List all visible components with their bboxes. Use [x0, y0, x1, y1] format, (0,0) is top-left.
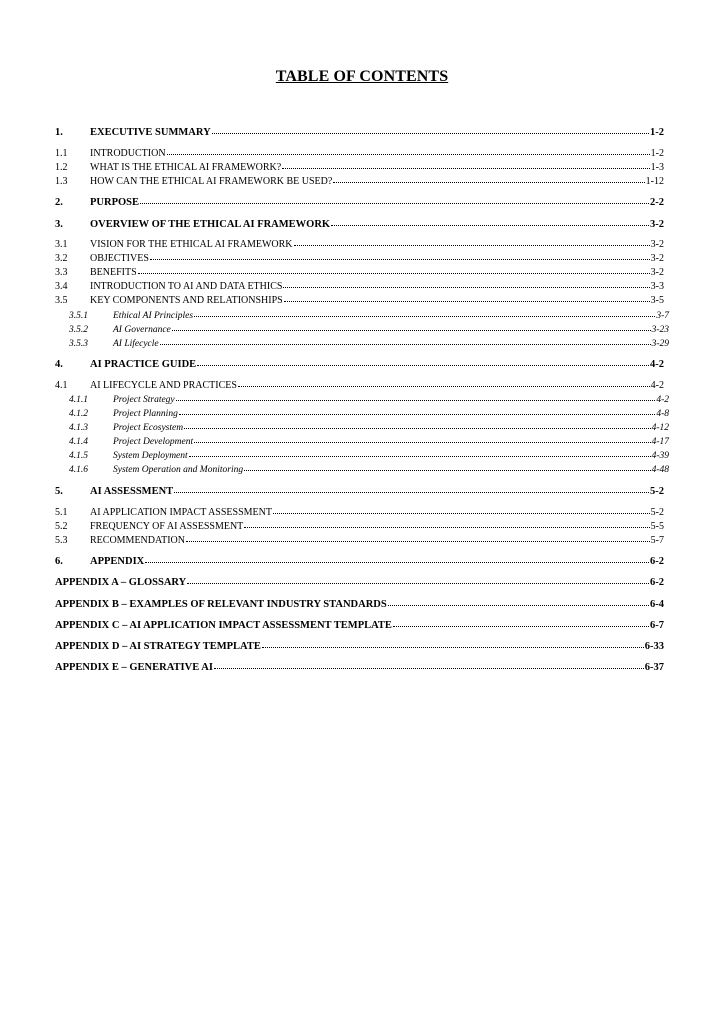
toc-entry[interactable] — [55, 618, 664, 633]
toc-entry[interactable] — [55, 217, 664, 232]
toc-entry[interactable] — [55, 533, 664, 548]
toc-entry-number: 3.1 — [55, 239, 68, 250]
toc-entry-label: OVERVIEW OF THE ETHICAL AI FRAMEWORK — [90, 219, 331, 230]
toc-entry-page: 5-5 — [650, 521, 664, 532]
toc-entry-number: 3.3 — [55, 267, 68, 278]
toc-entry-label: KEY COMPONENTS AND RELATIONSHIPS — [90, 295, 283, 306]
dot-leader — [189, 447, 651, 457]
toc-entry-label: EXECUTIVE SUMMARY — [90, 127, 211, 138]
dot-leader — [214, 659, 644, 669]
toc-entry-page: 3-23 — [651, 325, 669, 335]
toc-entry-page: 4-2 — [650, 380, 664, 391]
toc-entry-label: INTRODUCTION — [90, 148, 166, 159]
toc-entry-page: 4-12 — [651, 423, 669, 433]
dot-leader — [187, 574, 649, 584]
toc-entry-page: 1-12 — [645, 176, 664, 187]
toc-entry-label: FREQUENCY OF AI ASSESSMENT — [90, 521, 244, 532]
toc-entry-page: 1-3 — [650, 162, 664, 173]
toc-entry-label: OBJECTIVES — [90, 253, 149, 264]
dot-leader — [140, 194, 649, 204]
toc-entry-page: 6-2 — [650, 577, 664, 588]
dot-leader — [283, 278, 649, 288]
toc-entry-number: 3.4 — [55, 281, 68, 292]
toc-entry[interactable] — [55, 484, 664, 499]
toc-entry-number: 3. — [55, 219, 63, 230]
toc-entry-label: AI ASSESSMENT — [90, 486, 174, 497]
toc-entry-number: 5.1 — [55, 507, 68, 518]
toc-entry-label: PURPOSE — [90, 197, 140, 208]
toc-entry[interactable] — [55, 575, 664, 590]
toc-entry-page: 4-39 — [651, 451, 669, 461]
toc-entry-number: 4.1.2 — [69, 409, 88, 419]
dot-leader — [138, 264, 650, 274]
dot-leader — [393, 617, 649, 627]
toc-entry-label: AI PRACTICE GUIDE — [90, 359, 197, 370]
toc-entry-page: 5-7 — [650, 535, 664, 546]
toc-entry[interactable] — [55, 554, 664, 569]
toc-entry[interactable] — [69, 336, 669, 351]
toc-entry-page: 3-29 — [651, 339, 669, 349]
dot-leader — [284, 292, 650, 302]
toc-entry-page: 5-2 — [650, 486, 664, 497]
toc-entry[interactable] — [55, 639, 664, 654]
toc-entry-number: 3.5.1 — [69, 311, 88, 321]
toc-entry-label: APPENDIX A – GLOSSARY — [55, 577, 187, 588]
toc-entry-page: 6-4 — [650, 599, 664, 610]
toc-entry-number: 3.5.3 — [69, 339, 88, 349]
toc-entry-page: 4-8 — [656, 409, 669, 419]
dot-leader — [160, 335, 651, 345]
toc-entry[interactable] — [55, 174, 664, 189]
dot-leader — [194, 433, 650, 443]
dot-leader — [212, 124, 649, 134]
dot-leader — [273, 504, 650, 514]
toc-entry[interactable] — [69, 462, 669, 477]
toc-entry-page: 4-2 — [650, 359, 664, 370]
toc-entry-page: 4-17 — [651, 437, 669, 447]
toc-entry-label: Project Strategy — [113, 395, 175, 405]
dot-leader — [331, 216, 649, 226]
toc-entry-label: INTRODUCTION TO AI AND DATA ETHICS — [90, 281, 283, 292]
toc-entry-number: 5.2 — [55, 521, 68, 532]
toc-entry-label: WHAT IS THE ETHICAL AI FRAMEWORK? — [90, 162, 282, 173]
toc-entry-page: 4-2 — [656, 395, 669, 405]
toc-entry-number: 4.1 — [55, 380, 68, 391]
toc-entry-label: Project Development — [113, 437, 194, 447]
toc-entry-label: AI Governance — [113, 325, 171, 335]
toc-entry-number: 5.3 — [55, 535, 68, 546]
toc-entry-page: 3-2 — [650, 253, 664, 264]
dot-leader — [333, 173, 644, 183]
toc-entry[interactable] — [55, 660, 664, 675]
dot-leader — [294, 236, 650, 246]
toc-entry-label: Project Planning — [113, 409, 178, 419]
toc-entry-label: AI APPLICATION IMPACT ASSESSMENT — [90, 507, 272, 518]
dot-leader — [194, 307, 655, 317]
toc-entry-page: 6-2 — [650, 556, 664, 567]
toc-entry-label: APPENDIX B – EXAMPLES OF RELEVANT INDUSTRY STANDARDS — [55, 599, 387, 610]
toc-entry-number: 3.2 — [55, 253, 68, 264]
toc-entry-label: RECOMMENDATION — [90, 535, 185, 546]
toc-entry-page: 6-7 — [650, 620, 664, 631]
toc-entry-number: 4.1.6 — [69, 465, 88, 475]
toc-entry-page: 3-7 — [656, 311, 669, 321]
toc-entry-number: 3.5.2 — [69, 325, 88, 335]
toc-entry-label: AI LIFECYCLE AND PRACTICES — [90, 380, 237, 391]
toc-entry-label: APPENDIX D – AI STRATEGY TEMPLATE — [55, 641, 261, 652]
toc-entry-page: 3-2 — [650, 239, 664, 250]
dot-leader — [184, 419, 650, 429]
dot-leader — [167, 145, 650, 155]
toc-entry[interactable] — [55, 293, 664, 308]
dot-leader — [179, 405, 656, 415]
toc-entry-number: 4.1.1 — [69, 395, 88, 405]
dot-leader — [186, 532, 650, 542]
toc-entry-label: AI Lifecycle — [113, 339, 159, 349]
toc-entry-label: System Operation and Monitoring — [113, 465, 244, 475]
dot-leader — [197, 356, 649, 366]
dot-leader — [150, 250, 650, 260]
toc-entry-label: APPENDIX C – AI APPLICATION IMPACT ASSESSMENT TEMPLATE — [55, 620, 392, 631]
toc-entry[interactable] — [55, 597, 664, 612]
toc-entry-number: 3.5 — [55, 295, 68, 306]
toc-entry-page: 6-37 — [644, 662, 664, 673]
toc-entry[interactable] — [55, 357, 664, 372]
toc-entry-number: 6. — [55, 556, 63, 567]
dot-leader — [172, 321, 651, 331]
toc-entry-label: Project Ecosystem — [113, 423, 184, 433]
page-title: TABLE OF CONTENTS — [275, 68, 449, 85]
toc-entry-number: 4. — [55, 359, 63, 370]
toc-entry-number: 1. — [55, 127, 63, 138]
toc-entry-page: 1-2 — [650, 127, 664, 138]
toc-entry-number: 4.1.3 — [69, 423, 88, 433]
dot-leader — [282, 159, 649, 169]
toc-entry-number: 4.1.5 — [69, 451, 88, 461]
toc-entry-page: 5-2 — [650, 507, 664, 518]
dot-leader — [174, 483, 649, 493]
toc-entry-label: System Deployment — [113, 451, 188, 461]
toc-entry-page: 3-2 — [650, 219, 664, 230]
dot-leader — [388, 596, 649, 606]
dot-leader — [244, 461, 650, 471]
toc-entry-label: VISION FOR THE ETHICAL AI FRAMEWORK — [90, 239, 293, 250]
toc-entry[interactable] — [55, 195, 664, 210]
toc-entry-page: 2-2 — [650, 197, 664, 208]
toc-entry-page: 1-2 — [650, 148, 664, 159]
toc-entry-label: APPENDIX E – GENERATIVE AI — [55, 662, 213, 673]
toc-entry-page: 3-3 — [650, 281, 664, 292]
toc-entry-number: 2. — [55, 197, 63, 208]
toc-entry-number: 1.3 — [55, 176, 68, 187]
dot-leader — [244, 518, 649, 528]
toc-entry-label: HOW CAN THE ETHICAL AI FRAMEWORK BE USED? — [90, 176, 333, 187]
toc-entry-number: 1.1 — [55, 148, 68, 159]
toc-entry-label: BENEFITS — [90, 267, 137, 278]
dot-leader — [262, 638, 644, 648]
toc-entry-number: 5. — [55, 486, 63, 497]
dot-leader — [176, 391, 656, 401]
toc-entry-page: 6-33 — [644, 641, 664, 652]
toc-entry-page: 3-2 — [650, 267, 664, 278]
dot-leader — [145, 553, 649, 563]
toc-entry-number: 4.1.4 — [69, 437, 88, 447]
toc-entry-page: 4-48 — [651, 465, 669, 475]
toc-entry-label: Ethical AI Principles — [113, 311, 194, 321]
toc-entry[interactable] — [55, 125, 664, 140]
toc-entry-number: 1.2 — [55, 162, 68, 173]
toc-entry-page: 3-5 — [650, 295, 664, 306]
toc-entry-label: APPENDIX — [90, 556, 145, 567]
dot-leader — [238, 377, 650, 387]
